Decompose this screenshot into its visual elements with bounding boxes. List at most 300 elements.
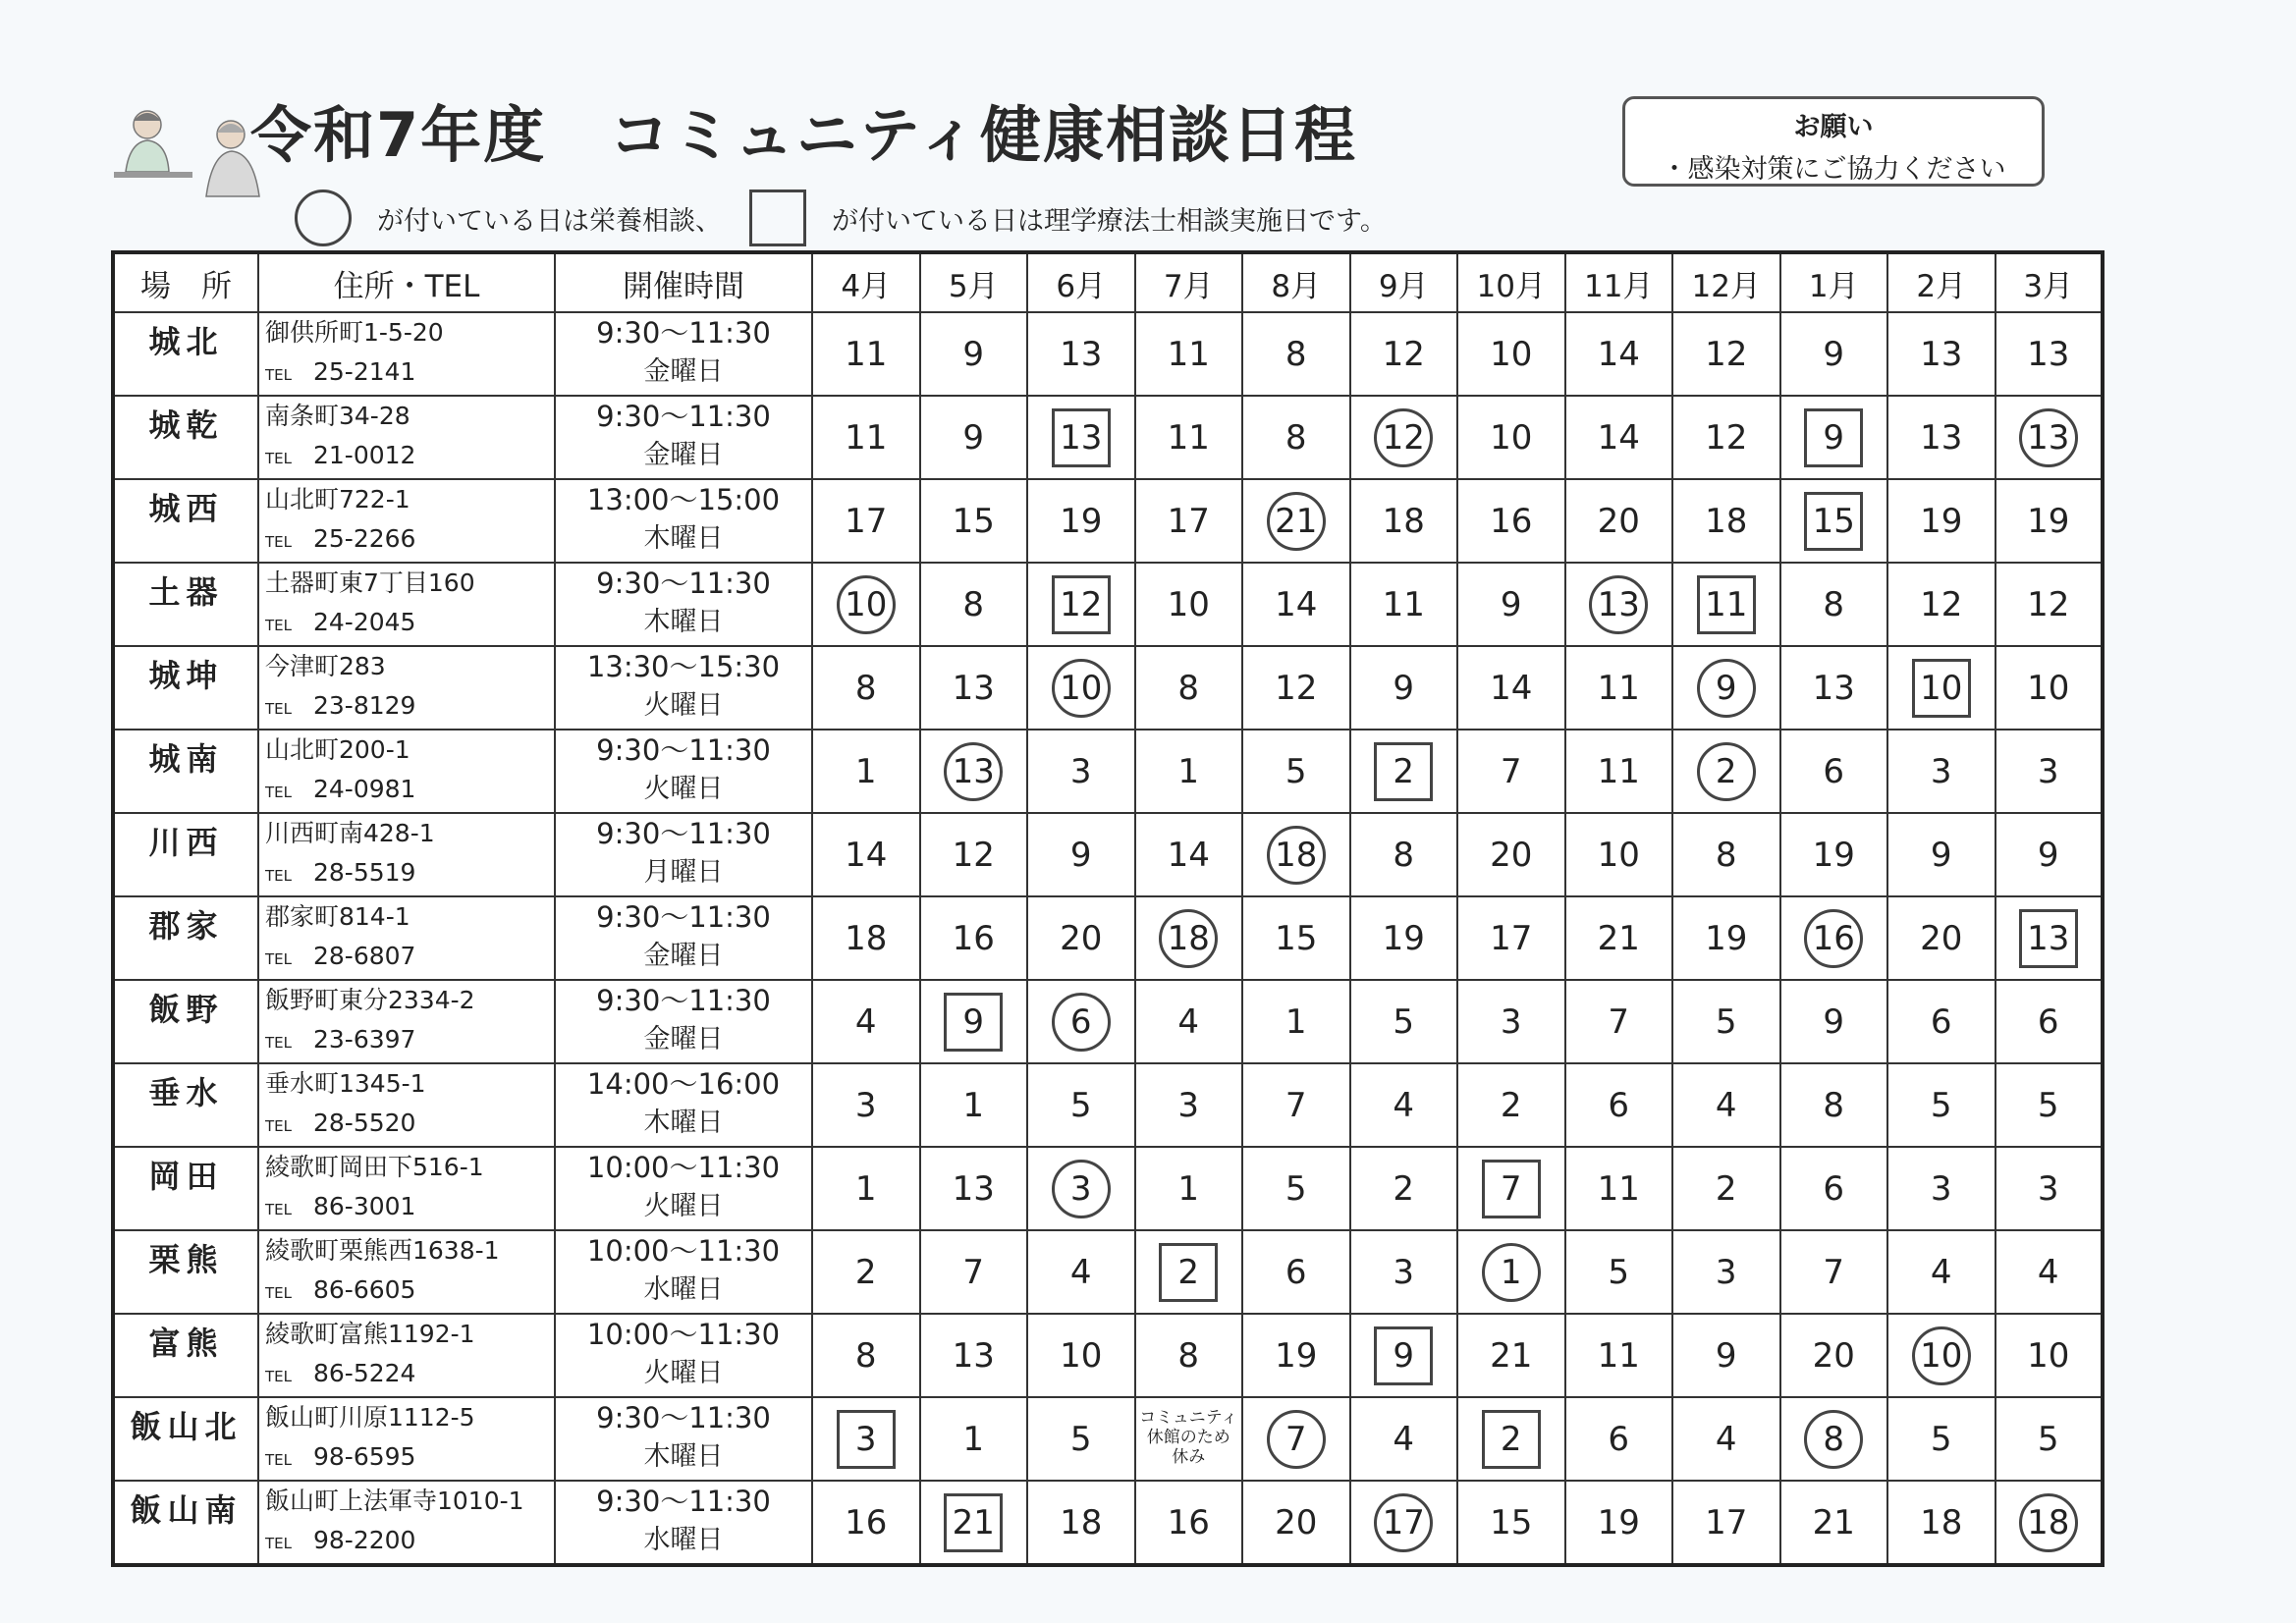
tel-number: 98-2200 xyxy=(313,1526,416,1554)
tel-line xyxy=(265,853,554,895)
day-cell xyxy=(1135,1230,1243,1314)
day-cell xyxy=(1887,1147,1995,1230)
time-cell xyxy=(555,1481,812,1565)
day-cell xyxy=(1457,1063,1565,1147)
day-cell xyxy=(1780,730,1888,813)
weekday: 火曜日 xyxy=(643,1191,724,1221)
day-number: 18 xyxy=(1382,501,1425,541)
address-text: 綾歌町富熊1192-1 xyxy=(265,1320,475,1348)
day-number: 13 xyxy=(1812,668,1855,708)
day-cell xyxy=(812,396,920,479)
day-cell xyxy=(1350,1147,1458,1230)
day-number: 8 xyxy=(854,668,877,708)
day-cell xyxy=(1887,479,1995,563)
location-name: 城北 xyxy=(113,312,258,396)
day-number: 5 xyxy=(1930,1419,1952,1459)
time-range: 9:30～11:30 xyxy=(596,567,771,600)
nutrition-day-circled: 13 xyxy=(2019,408,2078,467)
tel-line xyxy=(265,603,554,645)
day-cell xyxy=(1135,980,1243,1063)
time-cell xyxy=(555,1230,812,1314)
day-number: 3 xyxy=(1930,751,1952,791)
tel-line xyxy=(265,352,554,395)
day-number: 20 xyxy=(1812,1335,1855,1376)
pt-day-boxed: 11 xyxy=(1697,575,1756,634)
day-cell xyxy=(1780,1063,1888,1147)
day-cell xyxy=(1565,1397,1673,1481)
day-cell xyxy=(1995,1063,2104,1147)
tel-mark: TEL xyxy=(265,450,292,467)
table-row xyxy=(113,730,2103,813)
day-cell xyxy=(1457,1147,1565,1230)
weekday: 木曜日 xyxy=(643,1441,724,1472)
header-address: 住所・TEL xyxy=(258,252,555,312)
day-cell xyxy=(1135,896,1243,980)
day-number: 11 xyxy=(1167,417,1210,458)
day-cell xyxy=(1457,1314,1565,1397)
day-number: 15 xyxy=(1490,1502,1533,1542)
day-cell xyxy=(1457,730,1565,813)
day-number: 14 xyxy=(1597,334,1640,374)
table-row xyxy=(113,1230,2103,1314)
day-number: 1 xyxy=(854,751,877,791)
day-number: 12 xyxy=(952,835,995,875)
day-cell xyxy=(920,730,1028,813)
header-month: 8月 xyxy=(1242,252,1350,312)
day-number: 10 xyxy=(1597,835,1640,875)
day-cell xyxy=(1242,312,1350,396)
day-number: 14 xyxy=(1275,584,1318,624)
tel-number: 98-6595 xyxy=(313,1442,416,1471)
day-cell xyxy=(812,980,920,1063)
day-number: 7 xyxy=(962,1252,985,1292)
day-number: 5 xyxy=(1069,1085,1092,1125)
day-cell xyxy=(1457,1230,1565,1314)
day-number: 10 xyxy=(2027,668,2070,708)
table-row xyxy=(113,1147,2103,1230)
address-text: 綾歌町栗熊西1638-1 xyxy=(265,1236,500,1265)
tel-mark: TEL xyxy=(265,700,292,718)
day-number: 8 xyxy=(1285,417,1307,458)
day-number: 4 xyxy=(1393,1085,1415,1125)
day-number: 6 xyxy=(1823,751,1845,791)
tel-line xyxy=(265,1521,554,1563)
header-month: 11月 xyxy=(1565,252,1673,312)
day-number: 12 xyxy=(1382,334,1425,374)
day-cell xyxy=(1887,646,1995,730)
day-number: 5 xyxy=(2037,1419,2059,1459)
day-cell xyxy=(920,1481,1028,1565)
tel-mark: TEL xyxy=(265,1368,292,1385)
table-row xyxy=(113,396,2103,479)
day-cell xyxy=(1995,396,2104,479)
address-cell xyxy=(258,896,555,980)
address-text: 綾歌町岡田下516-1 xyxy=(265,1153,484,1181)
day-cell xyxy=(1350,396,1458,479)
day-cell xyxy=(1672,1481,1780,1565)
day-cell xyxy=(1135,1147,1243,1230)
day-number: 4 xyxy=(2037,1252,2059,1292)
day-cell xyxy=(1565,1230,1673,1314)
address-cell xyxy=(258,1063,555,1147)
day-number: 10 xyxy=(1167,584,1210,624)
day-number: 12 xyxy=(2027,584,2070,624)
location-name: 城乾 xyxy=(113,396,258,479)
day-number: 13 xyxy=(2027,334,2070,374)
location-name: 土器 xyxy=(113,563,258,646)
location-name: 城坤 xyxy=(113,646,258,730)
day-number: 9 xyxy=(962,417,985,458)
day-number: 10 xyxy=(1060,1335,1103,1376)
day-cell xyxy=(1350,646,1458,730)
day-cell xyxy=(1672,1397,1780,1481)
day-cell xyxy=(1672,563,1780,646)
pt-day-boxed: 2 xyxy=(1482,1410,1541,1469)
day-number: 20 xyxy=(1597,501,1640,541)
day-number: 12 xyxy=(1705,334,1748,374)
pt-day-boxed: 21 xyxy=(944,1493,1003,1552)
day-cell xyxy=(1887,1481,1995,1565)
tel-number: 28-5520 xyxy=(313,1109,416,1137)
day-cell xyxy=(1457,813,1565,896)
tel-line xyxy=(265,1271,554,1313)
day-number: 20 xyxy=(1920,918,1963,958)
tel-mark: TEL xyxy=(265,867,292,885)
notice-box xyxy=(1622,96,2045,187)
day-cell xyxy=(1780,1230,1888,1314)
day-cell xyxy=(812,1397,920,1481)
day-number: 16 xyxy=(952,918,995,958)
table-row xyxy=(113,1314,2103,1397)
weekday: 金曜日 xyxy=(643,440,724,470)
day-cell xyxy=(1995,1147,2104,1230)
day-cell xyxy=(812,479,920,563)
day-cell xyxy=(1672,896,1780,980)
pt-day-boxed: 7 xyxy=(1482,1160,1541,1218)
day-cell xyxy=(1565,896,1673,980)
day-cell xyxy=(1027,813,1135,896)
day-cell xyxy=(1242,479,1350,563)
address-cell xyxy=(258,980,555,1063)
day-number: 4 xyxy=(1715,1085,1737,1125)
legend-square-icon xyxy=(749,189,806,246)
day-number: 4 xyxy=(1177,1001,1200,1042)
time-range: 14:00～16:00 xyxy=(586,1067,781,1101)
day-number: 11 xyxy=(1597,668,1640,708)
day-number: 14 xyxy=(845,835,888,875)
weekday: 水曜日 xyxy=(643,1525,724,1555)
day-cell xyxy=(1457,1397,1565,1481)
schedule-body xyxy=(113,312,2103,1565)
day-cell xyxy=(1027,312,1135,396)
legend-circle-icon xyxy=(295,189,352,246)
tel-mark: TEL xyxy=(265,533,292,551)
day-number: 13 xyxy=(952,1168,995,1209)
closed-note: コミュニティ 休館のため 休み xyxy=(1139,1407,1238,1467)
day-number: 5 xyxy=(1285,751,1307,791)
day-cell xyxy=(1135,730,1243,813)
day-cell xyxy=(1457,896,1565,980)
day-number: 4 xyxy=(1930,1252,1952,1292)
day-number: 4 xyxy=(1715,1419,1737,1459)
weekday: 金曜日 xyxy=(643,356,724,387)
day-number: 1 xyxy=(962,1085,985,1125)
day-number: 7 xyxy=(1608,1001,1630,1042)
location-name: 飯山南 xyxy=(113,1481,258,1565)
legend-square-text: が付いている日は理学療法士相談実施日です。 xyxy=(832,205,1387,237)
nutrition-day-circled: 18 xyxy=(2019,1493,2078,1552)
time-cell xyxy=(555,1063,812,1147)
day-cell xyxy=(1350,980,1458,1063)
nutrition-day-circled: 12 xyxy=(1374,408,1433,467)
day-cell xyxy=(1995,312,2104,396)
day-number: 7 xyxy=(1823,1252,1845,1292)
tel-number: 28-6807 xyxy=(313,942,416,970)
day-number: 5 xyxy=(1715,1001,1737,1042)
pt-day-boxed: 9 xyxy=(944,993,1003,1052)
day-number: 9 xyxy=(1823,1001,1845,1042)
time-range: 9:30～11:30 xyxy=(596,984,771,1017)
day-cell xyxy=(920,396,1028,479)
tel-line xyxy=(265,1104,554,1146)
day-number: 3 xyxy=(1930,1168,1952,1209)
day-cell xyxy=(1457,312,1565,396)
day-cell xyxy=(812,730,920,813)
nutrition-day-circled: 17 xyxy=(1374,1493,1433,1552)
tel-line xyxy=(265,937,554,979)
day-cell xyxy=(1672,479,1780,563)
day-cell xyxy=(1565,980,1673,1063)
day-cell xyxy=(1780,980,1888,1063)
tel-mark: TEL xyxy=(265,1117,292,1135)
header-time: 開催時間 xyxy=(555,252,812,312)
tel-line xyxy=(265,686,554,729)
day-cell xyxy=(1457,479,1565,563)
day-number: 5 xyxy=(1285,1168,1307,1209)
nutrition-day-circled: 10 xyxy=(837,575,896,634)
table-row xyxy=(113,813,2103,896)
day-cell xyxy=(1242,813,1350,896)
time-range: 9:30～11:30 xyxy=(596,817,771,850)
day-cell xyxy=(1995,980,2104,1063)
day-cell xyxy=(1027,1481,1135,1565)
day-cell xyxy=(1887,730,1995,813)
day-number: 3 xyxy=(2037,1168,2059,1209)
day-number: 4 xyxy=(1393,1419,1415,1459)
header-month: 10月 xyxy=(1457,252,1565,312)
tel-mark: TEL xyxy=(265,1034,292,1052)
day-number: 17 xyxy=(1490,918,1533,958)
notice-body: ・感染対策にご協力ください xyxy=(1661,154,2006,185)
tel-line xyxy=(265,770,554,812)
day-number: 11 xyxy=(1597,1335,1640,1376)
tel-number: 25-2266 xyxy=(313,524,416,553)
day-number: 17 xyxy=(1705,1502,1748,1542)
day-number: 2 xyxy=(854,1252,877,1292)
table-row xyxy=(113,479,2103,563)
day-cell xyxy=(1565,563,1673,646)
day-cell xyxy=(1027,980,1135,1063)
tel-mark: TEL xyxy=(265,366,292,384)
time-range: 9:30～11:30 xyxy=(596,400,771,433)
page-title: 令和7年度 コミュニティ健康相談日程 xyxy=(250,99,1357,171)
pt-day-boxed: 3 xyxy=(837,1410,896,1469)
location-name: 郡家 xyxy=(113,896,258,980)
day-cell xyxy=(1995,1314,2104,1397)
address-text: 飯野町東分2334-2 xyxy=(265,986,475,1014)
time-cell xyxy=(555,1397,812,1481)
day-number: 11 xyxy=(1167,334,1210,374)
day-cell xyxy=(1350,312,1458,396)
day-number: 8 xyxy=(1823,1085,1845,1125)
address-cell xyxy=(258,730,555,813)
day-cell xyxy=(812,1481,920,1565)
header-month: 6月 xyxy=(1027,252,1135,312)
day-number: 1 xyxy=(854,1168,877,1209)
day-cell xyxy=(1350,1063,1458,1147)
day-number: 5 xyxy=(1069,1419,1092,1459)
day-number: 5 xyxy=(1930,1085,1952,1125)
day-cell xyxy=(1135,1063,1243,1147)
address-cell xyxy=(258,396,555,479)
day-number: 3 xyxy=(1069,751,1092,791)
tel-line xyxy=(265,1354,554,1396)
day-cell xyxy=(920,1063,1028,1147)
day-number: 9 xyxy=(962,334,985,374)
day-number: 4 xyxy=(1069,1252,1092,1292)
day-cell xyxy=(1780,1314,1888,1397)
day-cell xyxy=(1457,646,1565,730)
day-cell xyxy=(1135,1397,1243,1481)
day-number: 9 xyxy=(1823,334,1845,374)
day-number: 8 xyxy=(1177,668,1200,708)
notice-title: お願い xyxy=(1793,112,1874,142)
day-cell xyxy=(1995,730,2104,813)
time-range: 10:00～11:30 xyxy=(586,1318,781,1351)
day-cell xyxy=(1565,730,1673,813)
day-cell xyxy=(812,1230,920,1314)
nutrition-day-circled: 9 xyxy=(1697,659,1756,718)
day-cell xyxy=(1350,563,1458,646)
day-number: 8 xyxy=(962,584,985,624)
header-location: 場 所 xyxy=(113,252,258,312)
day-number: 9 xyxy=(1715,1335,1737,1376)
day-cell xyxy=(1780,563,1888,646)
day-number: 19 xyxy=(1060,501,1103,541)
day-number: 18 xyxy=(1060,1502,1103,1542)
day-number: 11 xyxy=(1597,751,1640,791)
tel-line xyxy=(265,436,554,478)
time-cell xyxy=(555,563,812,646)
address-cell xyxy=(258,1147,555,1230)
location-name: 垂水 xyxy=(113,1063,258,1147)
tel-mark: TEL xyxy=(265,617,292,634)
time-range: 13:00～15:00 xyxy=(586,483,781,516)
day-cell xyxy=(812,1063,920,1147)
time-range: 10:00～11:30 xyxy=(586,1234,781,1268)
day-cell xyxy=(1135,396,1243,479)
day-number: 10 xyxy=(2027,1335,2070,1376)
day-cell xyxy=(1027,563,1135,646)
day-cell xyxy=(812,1147,920,1230)
day-cell xyxy=(1887,1397,1995,1481)
table-row xyxy=(113,563,2103,646)
nutrition-day-circled: 16 xyxy=(1804,909,1863,968)
day-cell xyxy=(1027,896,1135,980)
time-cell xyxy=(555,312,812,396)
day-number: 5 xyxy=(1608,1252,1630,1292)
day-cell xyxy=(1027,1147,1135,1230)
day-cell xyxy=(1995,1397,2104,1481)
address-text: 郡家町814-1 xyxy=(265,902,410,931)
weekday: 金曜日 xyxy=(643,1024,724,1055)
tel-mark: TEL xyxy=(265,1201,292,1218)
day-number: 8 xyxy=(854,1335,877,1376)
day-number: 6 xyxy=(1608,1085,1630,1125)
tel-number: 25-2141 xyxy=(313,357,416,386)
day-cell xyxy=(1995,1230,2104,1314)
location-name: 富熊 xyxy=(113,1314,258,1397)
day-cell xyxy=(812,312,920,396)
tel-line xyxy=(265,1020,554,1062)
day-cell xyxy=(920,312,1028,396)
day-number: 1 xyxy=(1177,751,1200,791)
legend xyxy=(295,187,1387,249)
table-row xyxy=(113,1063,2103,1147)
address-cell xyxy=(258,1314,555,1397)
day-number: 12 xyxy=(1920,584,1963,624)
day-cell xyxy=(1780,396,1888,479)
day-number: 3 xyxy=(1177,1085,1200,1125)
day-number: 19 xyxy=(1920,501,1963,541)
address-text: 今津町283 xyxy=(265,652,386,680)
tel-mark: TEL xyxy=(265,1535,292,1552)
day-cell xyxy=(1457,396,1565,479)
address-text: 垂水町1345-1 xyxy=(265,1069,426,1098)
day-cell xyxy=(920,563,1028,646)
header-month: 2月 xyxy=(1887,252,1995,312)
day-number: 3 xyxy=(2037,751,2059,791)
nutrition-day-circled: 1 xyxy=(1482,1243,1541,1302)
tel-number: 24-2045 xyxy=(313,608,416,636)
tel-line xyxy=(265,519,554,562)
day-cell xyxy=(1242,1230,1350,1314)
address-text: 山北町722-1 xyxy=(265,485,410,514)
address-text: 山北町200-1 xyxy=(265,735,410,764)
day-number: 10 xyxy=(1490,417,1533,458)
day-number: 8 xyxy=(1285,334,1307,374)
day-number: 8 xyxy=(1393,835,1415,875)
day-number: 15 xyxy=(1275,918,1318,958)
tel-line xyxy=(265,1437,554,1480)
day-number: 20 xyxy=(1490,835,1533,875)
address-cell xyxy=(258,1230,555,1314)
day-cell xyxy=(1457,563,1565,646)
day-cell xyxy=(1995,813,2104,896)
day-number: 21 xyxy=(1490,1335,1533,1376)
day-cell xyxy=(1135,646,1243,730)
table-row xyxy=(113,980,2103,1063)
day-cell xyxy=(1027,646,1135,730)
day-cell xyxy=(1242,1063,1350,1147)
time-cell xyxy=(555,1314,812,1397)
weekday: 火曜日 xyxy=(643,774,724,804)
day-cell xyxy=(1350,1397,1458,1481)
day-number: 11 xyxy=(1597,1168,1640,1209)
day-number: 1 xyxy=(1285,1001,1307,1042)
day-cell xyxy=(1350,896,1458,980)
time-cell xyxy=(555,479,812,563)
